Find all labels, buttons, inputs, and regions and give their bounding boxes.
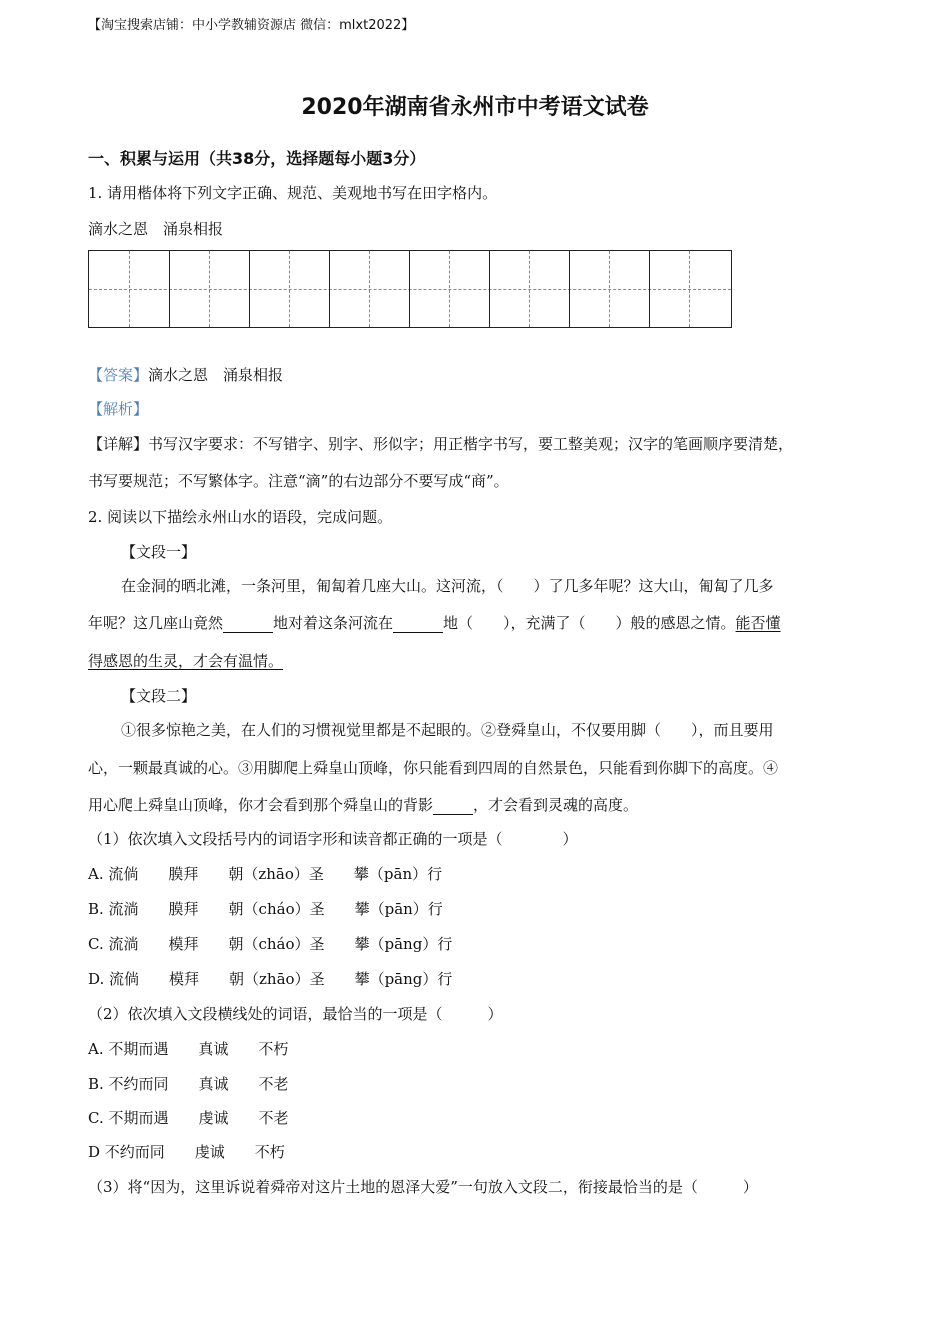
segment1-label: 【文段一】	[121, 543, 197, 561]
grid-divider	[249, 251, 250, 327]
sub-question-1: （1）依次填入文段括号内的词语字形和读音都正确的一项是（ ）	[88, 830, 578, 848]
grid-center-line	[89, 289, 731, 290]
grid-divider	[289, 251, 290, 327]
grid-divider	[569, 251, 570, 327]
answer-text: 滴水之恩 涌泉相报	[148, 366, 284, 384]
grid-divider	[369, 251, 370, 327]
option-1d: D. 流倘 模拜 朝（zhāo）圣 攀（pāng）行	[88, 970, 453, 988]
q2-prompt: 2. 阅读以下描绘永州山水的语段，完成问题。	[88, 508, 393, 526]
segment2-label: 【文段二】	[121, 687, 197, 705]
grid-divider	[689, 251, 690, 327]
option-2c: C. 不期而遇 虔诚 不老	[88, 1109, 289, 1127]
grid-divider	[649, 251, 650, 327]
option-2d: D 不约而同 虔诚 不朽	[88, 1143, 285, 1161]
seg1-line-1: 在金洞的晒北滩，一条河里，匍匐着几座大山。这河流，（ ）了几多年呢？这大山，匍匐了几多	[121, 577, 774, 595]
detail-line-2: 书写要规范；不写繁体字。注意“滴”的右边部分不要写成“商”。	[88, 472, 509, 490]
tianzi-grid	[88, 250, 732, 328]
seg2-line-3	[88, 794, 638, 815]
header-watermark: 【淘宝搜索店铺：中小学教辅资源店 微信：mlxt2022】	[88, 18, 415, 33]
seg1-line-2	[88, 612, 781, 633]
grid-divider	[529, 251, 530, 327]
seg1-text: 地对着这条河流在	[273, 614, 394, 632]
fill-blank	[223, 614, 273, 633]
page-title: 2020年湖南省永州市中考语文试卷	[301, 95, 649, 120]
seg2-line-1: ①很多惊艳之美，在人们的习惯视觉里都是不起眼的。②登舜皇山，不仅要用脚（ ），而且要用	[121, 721, 774, 739]
section-heading: 一、积累与运用（共38分，选择题每小题3分）	[88, 149, 426, 168]
sub-question-2: （2）依次填入文段横线处的词语，最恰当的一项是（ ）	[88, 1005, 503, 1023]
seg2-text: 用心爬上舜皇山顶峰，你才会看到那个舜皇山的背影	[88, 796, 434, 814]
q1-text: 滴水之恩 涌泉相报	[88, 220, 224, 238]
answer-label: 【答案】	[88, 366, 149, 384]
seg1-text: 年呢？这几座山竟然	[88, 614, 224, 632]
q1-prompt: 1. 请用楷体将下列文字正确、规范、美观地书写在田字格内。	[88, 184, 498, 202]
grid-divider	[489, 251, 490, 327]
grid-divider	[609, 251, 610, 327]
seg2-line-2: 心，一颗最真诚的心。③用脚爬上舜皇山顶峰，你只能看到四周的自然景色，只能看到你脚下的高度。④	[88, 759, 779, 777]
option-1b: B. 流淌 膜拜 朝（cháo）圣 攀（pān）行	[88, 900, 443, 918]
grid-divider	[209, 251, 210, 327]
q1-answer	[88, 364, 283, 385]
option-2b: B. 不约而同 真诚 不老	[88, 1075, 289, 1093]
seg1-line-3: 得感恩的生灵，才会有温情。	[88, 652, 284, 670]
grid-divider	[169, 251, 170, 327]
option-2a: A. 不期而遇 真诚 不朽	[88, 1040, 289, 1058]
grid-divider	[409, 251, 410, 327]
option-1c: C. 流淌 模拜 朝（cháo）圣 攀（pāng）行	[88, 935, 453, 953]
grid-divider	[129, 251, 130, 327]
underlined-text: 能否懂	[735, 614, 781, 632]
sub-question-3: （3）将“因为，这里诉说着舜帝对这片土地的恩泽大爱”一句放入文段二，衔接最恰当的是（ ）	[88, 1178, 758, 1196]
fill-blank	[433, 796, 473, 815]
analysis-label: 【解析】	[88, 400, 149, 418]
grid-divider	[449, 251, 450, 327]
seg1-text: 地（ ），充满了（ ）般的感恩之情。	[443, 614, 736, 632]
fill-blank	[393, 614, 443, 633]
detail-line-1: 【详解】书写汉字要求：不写错字、别字、形似字；用正楷字书写，要工整美观；汉字的笔画顺序要清楚，	[88, 435, 794, 453]
seg2-text: ，才会看到灵魂的高度。	[473, 796, 639, 814]
grid-divider	[329, 251, 330, 327]
option-1a: A. 流倘 膜拜 朝（zhāo）圣 攀（pān）行	[88, 865, 443, 883]
